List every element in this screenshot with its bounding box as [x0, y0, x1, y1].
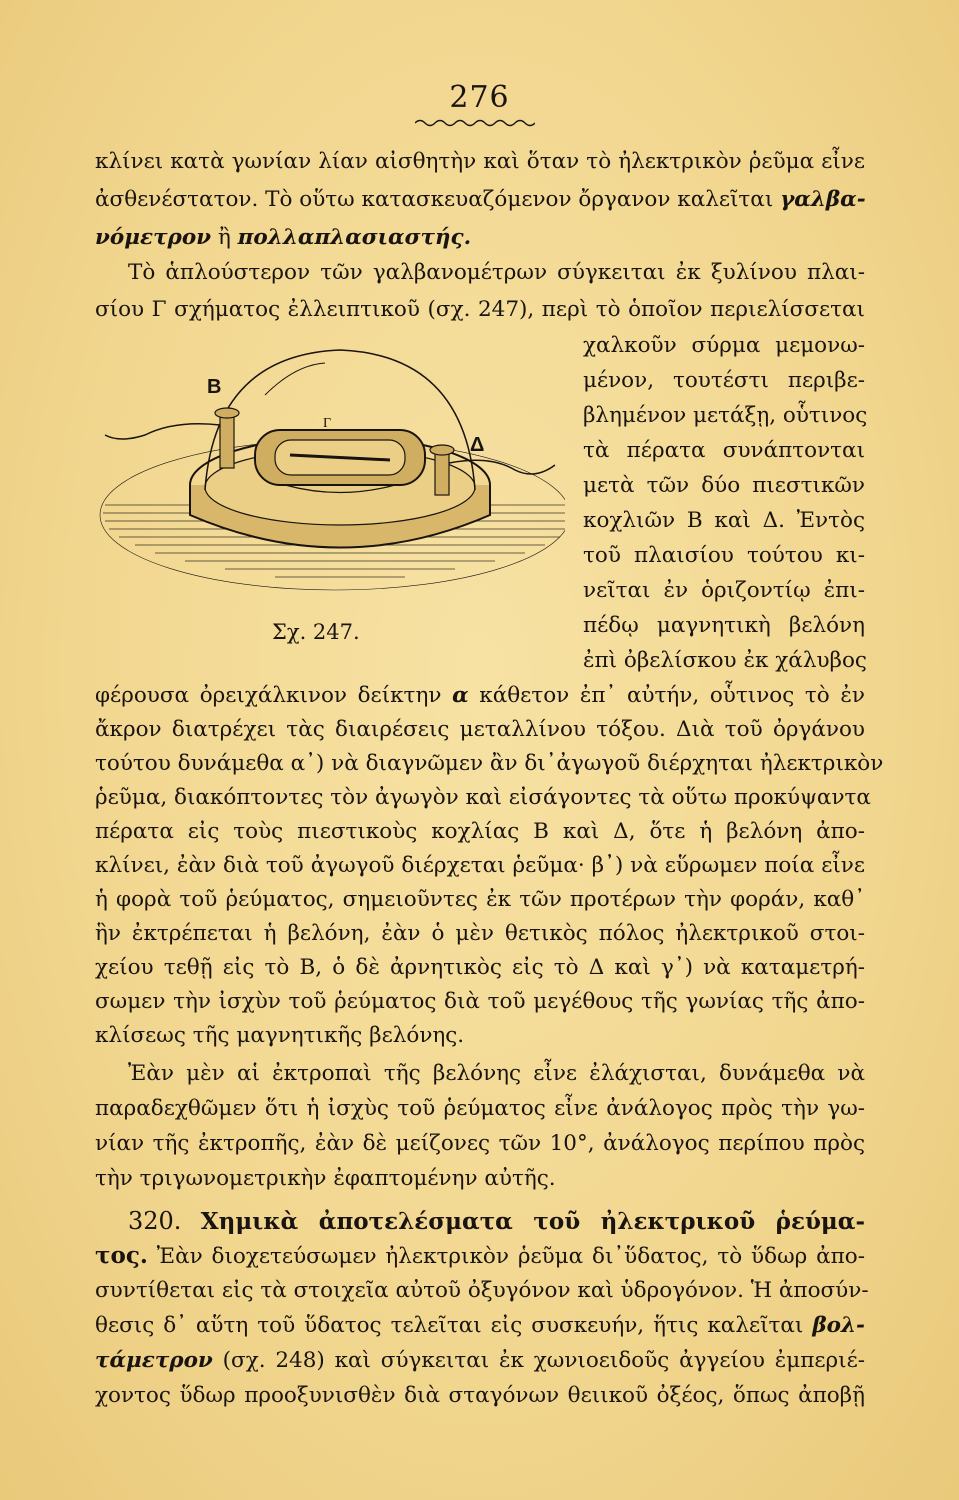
term-voltameter-end: τάμετρον: [95, 1348, 213, 1373]
text-line: Ἐὰν μὲν αἱ ἐκτροπαὶ τῆς βελόνης εἶνε ἐλάχισται, δυνάμεθα νὰ: [128, 1061, 865, 1086]
text-line: πέρατα εἰς τοὺς πιεστικοὺς κοχλίας Β καὶ Δ, ὅτε ἡ βελόνη ἀπο-: [95, 819, 865, 844]
text-span: φέρουσα ὀρειχάλκινον δείκτην: [95, 683, 442, 708]
text-line: [95, 222, 471, 254]
text-line: χείου τεθῇ εἰς τὸ Β, ὁ δὲ ἀρνητικὸς εἰς τὸ Δ καὶ γ᾽) νὰ καταμετρή-: [95, 955, 865, 980]
figure-label-delta: Δ: [470, 434, 485, 456]
text-line: χαλκοῦν σύρμα μεμονω-: [583, 333, 865, 358]
text-line: Τὸ ἁπλούστερον τῶν γαλβανομέτρων σύγκειται ἐκ ξυλίνου πλαι-: [128, 260, 865, 285]
text-line: νίαν τῆς ἐκτροπῆς, ἐὰν δὲ μείζονες τῶν 10°, ἀνάλογος περίπου πρὸς: [95, 1131, 865, 1156]
figure-label-gamma: Γ: [323, 416, 332, 431]
section-number: 320.: [128, 1207, 182, 1235]
text-line: τὰ πέρατα συνάπτονται: [583, 438, 865, 463]
text-line: τούτου δυνάμεθα α᾽) νὰ διαγνῶμεν ἂν δι᾽ἀγωγοῦ διέρχηται ἠλεκτρικὸν: [95, 751, 884, 776]
text-line: ἄκρον διατρέχει τὰς διαιρέσεις μεταλλίνου τόξου. Διὰ τοῦ ὀργάνου: [95, 717, 865, 742]
text-line: τοῦ πλαισίου τούτου κι-: [583, 543, 865, 568]
section-title: Χημικὰ ἀποτελέσματα τοῦ ἠλεκτρικοῦ ῥεύμα-: [200, 1208, 865, 1235]
page-number: 276: [449, 80, 510, 115]
text-line: βλημένον μετάξῃ, οὗτινος: [583, 403, 868, 428]
text-line: χοντος ὕδωρ προοξυνισθὲν διὰ σταγόνων θειικοῦ ὀξέος, ὅπως ἀποβῇ: [95, 1383, 865, 1408]
wire-left: [105, 424, 220, 439]
text-span: ἢ: [217, 225, 231, 250]
figure-caption: Σχ. 247.: [272, 620, 360, 644]
text-span: ἀσθενέστατον. Τὸ οὕτω κατασκευαζόμενον ὄργανον καλεῖται: [95, 187, 774, 212]
text-span: θεσις δ᾽ αὕτη τοῦ ὕδατος τελεῖται εἰς συσκευήν, ἥτις καλεῖται: [95, 1313, 804, 1338]
text-line: μετὰ τῶν δύο πιεστικῶν: [583, 473, 865, 498]
text-line: κλίνει, ἐὰν διὰ τοῦ ἀγωγοῦ διέρχεται ῥεῦμα· β᾽) νὰ εὕρωμεν ποία εἶνε: [95, 853, 865, 878]
term-galvanometer-end: νόμετρον: [95, 225, 212, 250]
text-line: κοχλιῶν Β καὶ Δ. Ἐντὸς: [583, 508, 865, 533]
text-line: [95, 184, 865, 216]
text-span: (σχ. 248) καὶ σύγκειται ἐκ χωνιοειδοῦς ἀγγείου ἐμπεριέ-: [222, 1348, 865, 1373]
pointer-label: α: [452, 683, 469, 708]
text-line: ἣν ἐκτρέπεται ἡ βελόνη, ἐὰν ὁ μὲν θετικὸς πόλος ἠλεκτρικοῦ στοι-: [95, 921, 865, 946]
text-line: σίου Γ σχήματος ἐλλειπτικοῦ (σχ. 247), περὶ τὸ ὁποῖον περιελίσσεται: [95, 297, 865, 322]
term-voltameter: βολ-: [812, 1313, 865, 1338]
text-line: τὴν τριγωνομετρικὴν ἐφαπτομένην αὐτῆς.: [95, 1166, 556, 1191]
term-galvanometer: γαλβα-: [780, 187, 866, 212]
text-line: ἐπὶ ὀβελίσκου ἐκ χάλυβος: [583, 648, 867, 673]
text-line: παραδεχθῶμεν ὅτι ἡ ἰσχὺς τοῦ ῥεύματος εἶνε ἀνάλογος πρὸς τὴν γω-: [95, 1096, 865, 1121]
text-line: [95, 1310, 865, 1342]
text-line: ῥεῦμα, διακόπτοντες τὸν ἀγωγὸν καὶ εἰσάγοντες τὰ οὕτω προκύψαντα: [95, 785, 871, 810]
text-line: [95, 680, 865, 712]
text-line: [95, 1345, 865, 1377]
text-span: κάθετον ἐπ᾽ αὐτήν, οὗτινος τὸ ἐν: [479, 683, 865, 708]
section-title-end: τος.: [95, 1242, 148, 1269]
text-line: μένον, τουτέστι περιβε-: [583, 368, 865, 393]
term-multiplier: πολλαπλασιαστής.: [237, 225, 472, 250]
galvanometer-illustration: [95, 335, 565, 610]
text-line: σωμεν τὴν ἰσχὺν τοῦ ῥεύματος διὰ τοῦ μεγέθους τῆς γωνίας τῆς ἀπο-: [95, 989, 865, 1014]
text-line: συντίθεται εἰς τὰ στοιχεῖα αὐτοῦ ὀξυγόνον καὶ ὑδρογόνον. Ἡ ἀποσύν-: [95, 1278, 869, 1303]
text-line: [95, 1240, 865, 1273]
text-span: Ἐὰν διοχετεύσωμεν ἠλεκτρικὸν ῥεῦμα δι᾽ὕδατος, τὸ ὕδωρ ἀπο-: [156, 1244, 865, 1269]
text-line: ἡ φορὰ τοῦ ῥεύματος, σημειοῦντες ἐκ τῶν προτέρων τὴν φοράν, καθ᾽: [95, 887, 865, 912]
text-line: πέδῳ μαγνητικὴ βελόνη: [583, 613, 865, 638]
section-heading: [128, 1205, 865, 1239]
text-line: νεῖται ἐν ὁριζοντίῳ ἐπι-: [583, 578, 865, 603]
wavy-rule-ornament: [415, 118, 535, 128]
text-line: κλίνει κατὰ γωνίαν λίαν αἰσθητὴν καὶ ὅταν τὸ ἠλεκτρικὸν ῥεῦμα εἶνε: [95, 149, 865, 174]
text-line: κλίσεως τῆς μαγνητικῆς βελόνης.: [95, 1023, 465, 1048]
figure-label-b: Β: [207, 376, 222, 398]
